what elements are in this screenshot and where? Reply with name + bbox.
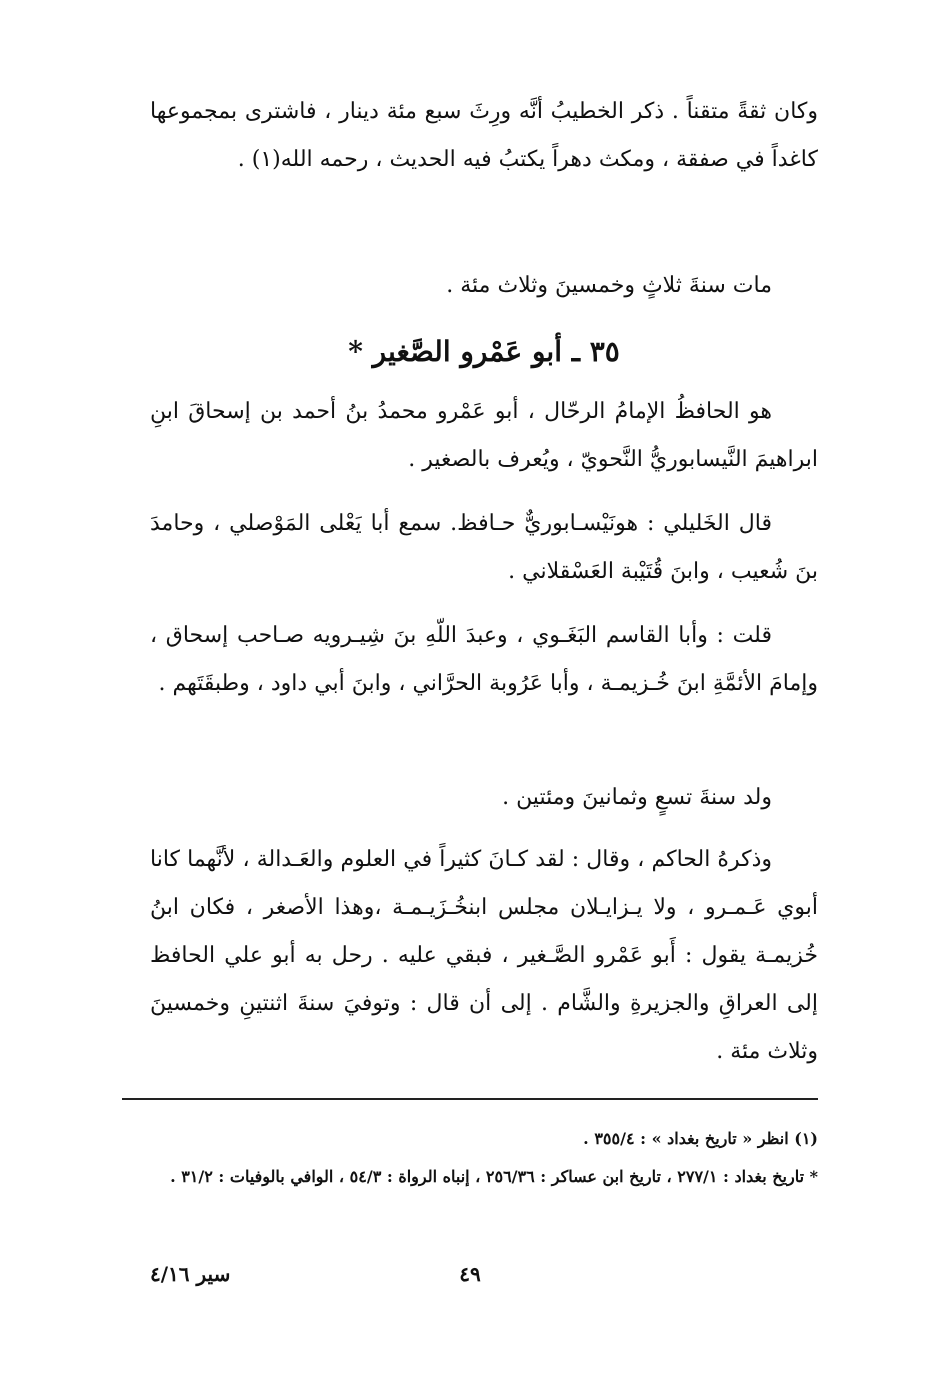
paragraph-teachers: قلت : وأبا القاسم البَغَـوي ، وعبدَ اللّهِ بنَ شِيـرويه صـاحب إسحاق ، وإمامَ الأئمَّةِ ابنَ خُـزيمـة ، وأبا عَرُوبة الحرَّاني ، وابنَ أبي داود ، وطبقَتَهم . [150, 623, 818, 696]
footnote-divider [122, 1098, 818, 1100]
paragraph-biography: هو الحافظُ الإمامُ الرحّال ، أبو عَمْرو محمدُ بنُ أحمد بن إسحاقَ ابنِ ابراهيمَ النَّيسابوريُّ النَّحويّ ، ويُعرف بالصغير . [150, 399, 818, 472]
page-number: ٤٩ [459, 1262, 481, 1286]
section-heading: ٣٥ ـ أبو عَمْرو الصَّغير * [348, 335, 620, 368]
paragraph-intro: وكان ثقةً متقناً . ذكر الخطيبُ أنَّه ورِثَ سبع مئة دينار ، فاشترى بمجموعها كاغداً في صفقة ، ومكث دهراً يكتبُ فيه الحديث ، رحمه الله(١) . [150, 99, 818, 172]
paragraph-khalili: قال الخَليلي : هونَيْسـابوريٌّ حـافظ. سمع أبا يَعْلى المَوْصلي ، وحامدَ بنَ شُعيب ، وابنَ قُتَيْبة العَسْقلاني . [150, 511, 818, 584]
paragraph-hakim: وذكرهُ الحاكم ، وقال : لقد كـانَ كثيراً في العلوم والعَـدالة ، لأنَّهما كانا أبوي عَـمـرو ، ولا يـزايـلان مجلس ابنخُـزَيـمـة ،وهذا الأصغر ، فكان ابنُ خُزيمـة يقول : أَبو عَمْرو الصَّـغير ، فبقي عليه . رحل به أبو علي الحافظ إلى العراقِ والجزيرةِ والشَّام . إلى أن قال : وتوفيَ سنةَ اثنتينِ وخمسينَ وثلاث مئة . [150, 847, 818, 1064]
footnote-sources: * تاريخ بغداد : ٢٧٧/١ ، تاريخ ابن عساكر : ٢٥٦/٣٦ ، إنباه الرواة : ٥٤/٣ ، الوافي بالوفيات : ٣١/٢ . [170, 1167, 818, 1186]
paragraph-death: مات سنةَ ثلاثٍ وخمسينَ وثلاث مئة . [446, 273, 772, 298]
footnote-1: (١) انظر « تاريخ بغداد » : ٣٥٥/٤ . [583, 1129, 818, 1148]
paragraph-birth: ولد سنةَ تسعٍ وثمانينَ ومئتين . [502, 785, 772, 810]
printer-signature: سير ٤/١٦ [150, 1262, 231, 1286]
